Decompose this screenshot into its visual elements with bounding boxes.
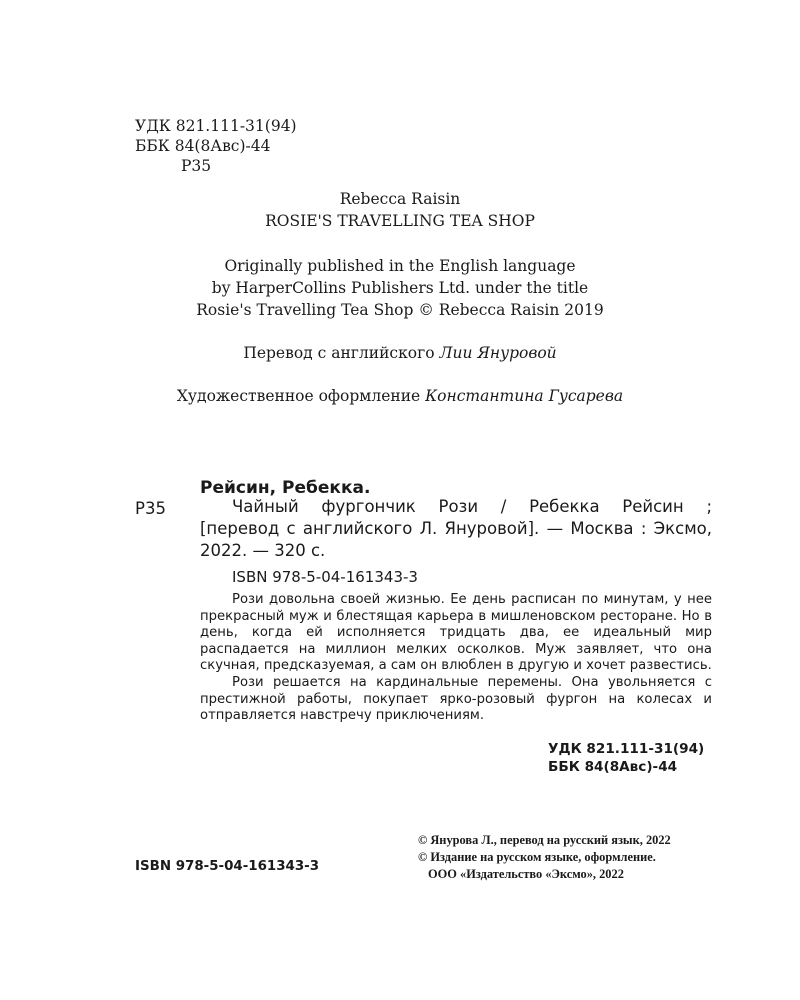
bibliographic-mark: Р35 bbox=[135, 499, 166, 518]
translation-label: Перевод с английского bbox=[243, 344, 435, 362]
classification-codes bbox=[135, 116, 297, 176]
designer-name: Константина Гусарева bbox=[425, 387, 624, 405]
copyright-line-1: © Янурова Л., перевод на русский язык, 2022 bbox=[418, 833, 671, 847]
publication-line-2: by HarperCollins Publishers Ltd. under the title bbox=[211, 279, 589, 297]
copyright-line-3: ООО «Издательство «Эксмо», 2022 bbox=[428, 867, 624, 881]
design-label: Художественное оформление bbox=[176, 387, 421, 405]
original-author: Rebecca Raisin bbox=[339, 190, 461, 208]
udk-code: УДК 821.111-31(94) bbox=[135, 117, 297, 135]
translation-credit bbox=[0, 344, 800, 362]
bibliographic-line-1: Чайный фургончик Рози / Ребекка Рейсин ; bbox=[232, 497, 712, 516]
publication-line-1: Originally published in the English language bbox=[224, 257, 576, 275]
isbn: ISBN 978-5-04-161343-3 bbox=[232, 568, 418, 586]
publication-line-3: Rosie's Travelling Tea Shop © Rebecca Raisin 2019 bbox=[196, 301, 604, 319]
design-credit bbox=[0, 387, 800, 405]
udk-code-bottom: УДК 821.111-31(94) bbox=[548, 741, 705, 757]
bbk-code-bottom: ББК 84(8Авс)-44 bbox=[548, 759, 678, 775]
footer-isbn: ISBN 978-5-04-161343-3 bbox=[135, 859, 320, 874]
bibliographic-heading: Рейсин, Ребекка. bbox=[200, 478, 371, 498]
annotation-paragraph-2: Рози решается на кардинальные перемены. Она увольняется с престижной работы, покупает ярко-розовый фургон на колесах и отправляется навстречу приключениям. bbox=[200, 674, 712, 724]
copyright-line-2: © Издание на русском языке, оформление. bbox=[418, 850, 656, 864]
author-mark: Р35 bbox=[181, 157, 212, 175]
classification-codes-bottom bbox=[548, 740, 704, 776]
bibliographic-rest: [перевод с английского Л. Януровой]. — Москва : Эксмо, 2022. — 320 с. bbox=[200, 519, 712, 560]
translator-name: Лии Януровой bbox=[439, 344, 557, 362]
annotation-paragraph-1: Рози довольна своей жизнью. Ее день расписан по минутам, у нее прекрасный муж и блестящая карьера в мишленовском ресторане. Но в день, когда ей исполняется тридцать два, ее идеальный мир распадается на миллион мелких осколков. Муж заявляет, что она скучная, предсказуемая, а сам он влюблен в другую и хочет развестись. bbox=[200, 592, 712, 674]
copyright-notice bbox=[418, 832, 671, 883]
annotation bbox=[200, 592, 712, 725]
bibliographic-record bbox=[200, 496, 712, 562]
bbk-code: ББК 84(8Авс)-44 bbox=[135, 137, 271, 155]
original-title: ROSIE'S TRAVELLING TEA SHOP bbox=[265, 212, 535, 230]
